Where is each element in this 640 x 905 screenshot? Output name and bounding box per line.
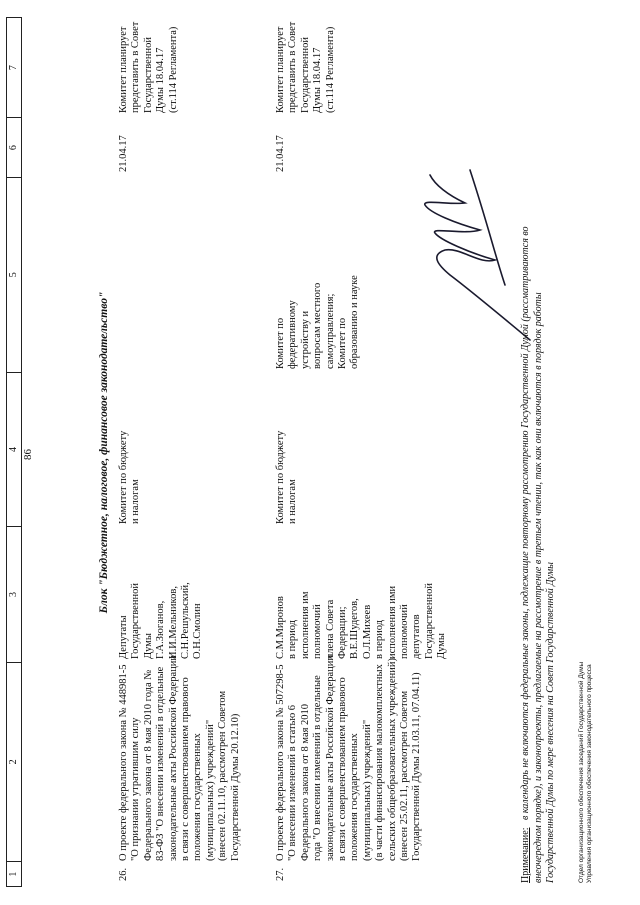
row-number: 27. (275, 867, 286, 881)
page-number: 86 (22, 449, 34, 460)
co-executor-committee: Комитет по федеративному устройству и вопросам местного самоуправления; Комитет по образованию и науке (275, 275, 361, 369)
footnote-text: в календарь не включаются федеральные законы, подлежащие повторному рассмотрению Государственной Думой (рассматриваются во внеочередном порядке), и законопроекты, предлагаемые на рассмотрение в третьем чтении, так как они включаются в порядок работы Государственной Думы по мере внесения на Совет Государственной Думы (520, 226, 556, 883)
footnote (520, 226, 558, 883)
column-number: 3 (7, 526, 21, 661)
bill-title: О проекте федерального закона № 507298-5 "О внесении изменений в статью 6 Федерального закона от 8 мая 2010 года "О внесении изменений в отдельные законодательные акты Российской Федерации в связи с совершенствованием правового положения государственных (муниципальных) учреждений" (в части финансирования малокомплектных сельских общеобразовательных учреждений) (внесен 25.02.11, рассмотрен Советом Государственной Думы 21.03.11, 07.04.11) (275, 654, 423, 861)
column-number: 4 (7, 372, 21, 527)
page-footer: Отдел организационного обеспечения заседаний Государственной Думы Управления организационного обеспечения законодательного процесса (578, 661, 593, 883)
responsible-committee: Комитет по бюджету и налогам (275, 430, 299, 524)
consideration-date: 21.04.17 (275, 135, 286, 172)
bill-authors: Депутаты Государственной Думы Г.А.Зюганов, И.И.Мельников, С.Н.Решульский, О.Н.Смолин (118, 582, 204, 659)
row-number: 26. (118, 867, 129, 881)
row-note: Комитет планирует представить в Совет Государственной Думы 18.04.17 (ст.114 Регламента) (118, 21, 179, 113)
column-number: 1 (7, 861, 21, 886)
bill-title: О проекте федерального закона № 448981-5 "О признании утратившим силу Федерального закона от 8 мая 2010 года № 83-ФЗ "О внесении изменений в отдельные законодательные акты Российской Федерации в связи с совершенствованием правового положения государственных (муниципальных) учреждений" (внесен 02.11.10, рассмотрен Советом Государственной Думы 20.12.10) (118, 654, 241, 861)
column-number: 7 (8, 65, 19, 71)
column-number: 5 (7, 177, 21, 372)
consideration-date: 21.04.17 (118, 135, 129, 172)
footnote-label: Примечание: (520, 827, 531, 883)
block-title: Блок "Бюджетное, налоговое, финансовое законодательство" (98, 291, 110, 614)
column-number-header (6, 17, 22, 887)
bill-authors: С.М.Миронов в период исполнения им полномочий члена Совета Федерации; В.Е.Шудегов, О.Л.Михеев в период исполнения ими полномочий депутатов Государственной Думы (275, 583, 448, 659)
row-note: Комитет планирует представить в Совет Государственной Думы 18.04.17 (ст.114 Регламента) (275, 21, 336, 113)
column-number: 6 (7, 117, 21, 177)
column-number: 2 (7, 662, 21, 862)
responsible-committee: Комитет по бюджету и налогам (118, 430, 142, 524)
